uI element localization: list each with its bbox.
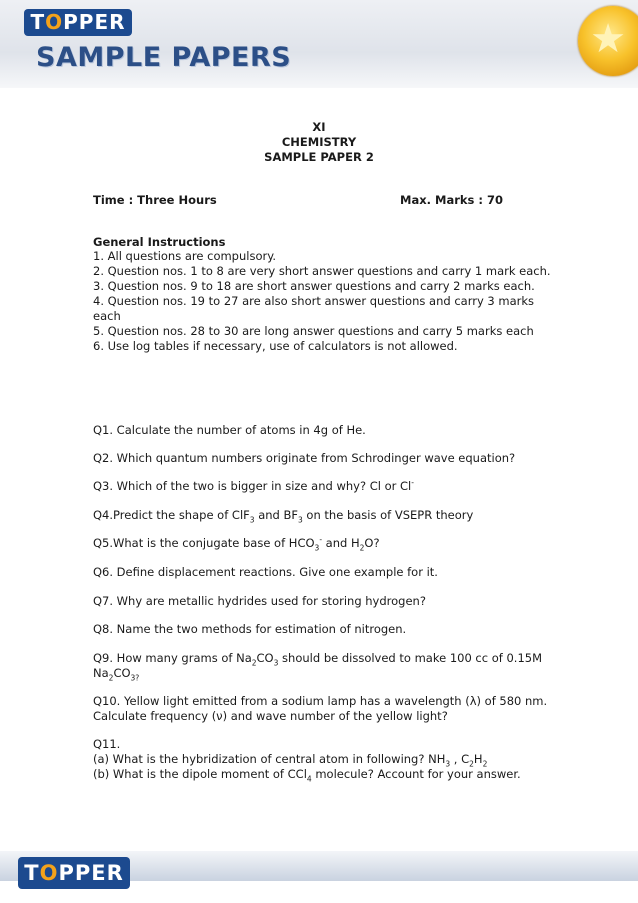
question-6: Q6. Define displacement reactions. Give one example for it. — [93, 565, 438, 579]
time-allowed: Time : Three Hours — [93, 193, 217, 207]
question-7: Q7. Why are metallic hydrides used for storing hydrogen? — [93, 594, 426, 608]
question-3: Q3. Which of the two is bigger in size and why? Cl or Cl- — [93, 478, 414, 493]
question-11b: (b) What is the dipole moment of CCl$_4$ molecule? Account for your answer. — [93, 767, 521, 784]
logo-letter-t: T — [30, 10, 46, 34]
question-11-label: Q11. — [93, 737, 121, 751]
question-9: Q9. How many grams of $Na_2CO_3$ should be dissolved to make 100 cc of 0.15M $Na_2CO_{3?}$ — [93, 651, 542, 683]
logo-letter-o: O — [45, 10, 64, 34]
question-11a: (a) What is the hybridization of central atom in following? $NH_3$ , $C_2H_2$ — [93, 752, 488, 769]
paper-name: SAMPLE PAPER 2 — [264, 150, 374, 164]
logo-letters-pper: PPER — [63, 10, 126, 34]
question-2: Q2. Which quantum numbers originate from Schrodinger wave equation? — [93, 451, 516, 465]
instruction-item: 5. Question nos. 28 to 30 are long answer questions and carry 5 marks each — [93, 324, 534, 338]
header-banner — [0, 0, 638, 92]
instructions-list — [93, 249, 553, 354]
question-1: Q1. Calculate the number of atoms in 4g of He. — [93, 423, 366, 437]
class-label: XI — [312, 120, 326, 134]
instruction-item: 3. Question nos. 9 to 18 are short answer questions and carry 2 marks each. — [93, 279, 535, 293]
question-10: Q10. Yellow light emitted from a sodium lamp has a wavelength (λ) of 580 nm. Calculate frequency (ν) and wave number of the yellow light? — [93, 694, 548, 723]
instruction-item: 2. Question nos. 1 to 8 are very short answer questions and carry 1 mark each. — [93, 264, 551, 278]
footer-logo-letter-t: T — [24, 861, 40, 885]
question-4: Q4.Predict the shape of ClF$_3$ and $BF_3$ on the basis of VSEPR theory — [93, 508, 474, 525]
max-marks: Max. Marks : 70 — [400, 193, 503, 207]
question-5: Q5.What is the conjugate base of $HCO_3^-$ and $H_2O$? — [93, 535, 380, 553]
star-icon: ★ — [590, 16, 626, 62]
footer-topper-logo — [18, 857, 130, 889]
instructions-heading: General Instructions — [93, 235, 226, 249]
footer-logo-letters-pper: PPER — [58, 861, 124, 885]
instruction-item: 4. Question nos. 19 to 27 are also short answer questions and carry 3 marks each — [93, 294, 535, 323]
footer-logo-letter-o: O — [39, 861, 59, 885]
banner-title: SAMPLE PAPERS — [36, 42, 292, 73]
footer-banner — [0, 843, 638, 903]
instruction-item: 6. Use log tables if necessary, use of calculators is not allowed. — [93, 339, 458, 353]
instruction-item: 1. All questions are compulsory. — [93, 249, 277, 263]
topper-logo — [24, 9, 132, 36]
paper-heading — [0, 120, 638, 165]
question-8: Q8. Name the two methods for estimation of nitrogen. — [93, 622, 407, 636]
subject-label: CHEMISTRY — [281, 135, 357, 149]
